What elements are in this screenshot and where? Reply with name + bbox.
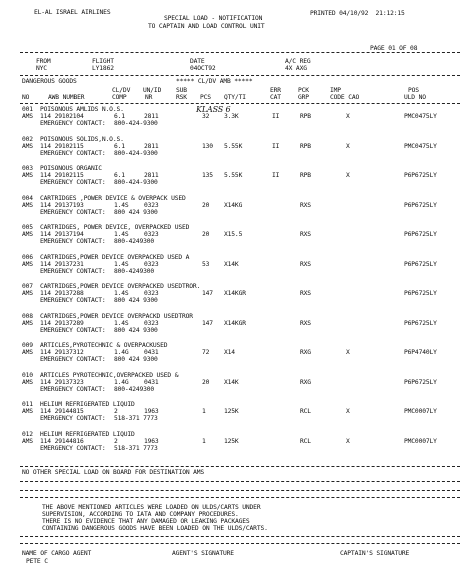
item-awb: 114 29137194 — [40, 231, 84, 238]
item-description-row — [0, 431, 472, 438]
item-cl: 1.4G — [114, 378, 129, 386]
item-uld: PMC0475LY — [404, 113, 437, 120]
col-head: AWB NUMBER — [48, 94, 85, 101]
item-awb: 114 29102115 — [40, 172, 84, 179]
item-cao: X — [346, 349, 350, 356]
item-qty: 125K — [224, 437, 239, 445]
from-label: FROM — [36, 58, 51, 65]
divider — [20, 536, 460, 537]
item-cl: 1.4S — [114, 290, 129, 297]
handwritten-annotation: KLASS 6 — [196, 105, 231, 114]
item-number: 001 — [22, 106, 33, 113]
item-description: CARTRIDGES,POWER DEVICE OVERPACKED USEDTROR. — [40, 283, 201, 290]
flight-date: 04OCT92 — [190, 65, 216, 72]
item-description-row — [0, 313, 472, 320]
item-grp: RXS — [300, 290, 311, 297]
col-head: UN/ID — [143, 87, 162, 94]
item-detail-row — [0, 172, 472, 179]
item-description: CARTRIDGES ,POWER DEVICE & OVERPACK USED — [40, 194, 186, 202]
column-header-row-1 — [0, 87, 472, 94]
document-subtitle: TO CAPTAIN AND LOAD CONTROL UNIT — [148, 23, 265, 30]
col-head: QTY/TI — [224, 94, 246, 101]
item-uld: P6P6725LY — [404, 290, 437, 297]
item-number: 009 — [22, 342, 33, 349]
statement-line: THERE IS NO EVIDENCE THAT ANY DAMAGED OR LEAKING PACKAGES — [42, 518, 250, 525]
item-cl: 6.1 — [114, 172, 125, 179]
item-awb: 114 29102115 — [40, 142, 84, 150]
item-stn: AMS — [22, 172, 33, 179]
item-grp: RPB — [300, 113, 311, 120]
col-head: NO — [22, 94, 30, 101]
item-grp: RXG — [300, 349, 311, 356]
item-description-row — [0, 106, 472, 113]
item-pcs: 130 — [202, 142, 213, 150]
item-description: POISONOUS ORGANIC — [40, 165, 102, 172]
item-number: 003 — [22, 165, 33, 172]
item-qty: 5.55K — [224, 142, 243, 150]
airline-name: EL-AL ISRAEL AIRLINES — [34, 9, 111, 16]
emergency-contact-label: EMERGENCY CONTACT: — [40, 120, 106, 127]
emergency-contact-row — [0, 238, 472, 245]
item-grp: RPB — [300, 142, 311, 150]
emergency-contact-number: 800-4249300 — [114, 238, 155, 245]
item-description-row — [0, 195, 472, 202]
item-un: 0323 — [144, 290, 159, 297]
emergency-contact-number: 800 424 9300 — [114, 326, 158, 334]
col-head: ULD NO — [404, 94, 426, 101]
col-head: ERR — [270, 87, 281, 94]
item-description: CARTRIDGES,POWER DEVICE OVERPACKED USED A — [40, 253, 190, 261]
emergency-contact-row — [0, 209, 472, 216]
item-pcs: 147 — [202, 319, 213, 327]
item-number: 012 — [22, 430, 33, 438]
cargo-agent-name-label: NAME OF CARGO AGENT — [22, 550, 92, 557]
item-grp: RCL — [300, 408, 311, 415]
emergency-contact-label: EMERGENCY CONTACT: — [40, 326, 106, 334]
item-stn: AMS — [22, 319, 33, 327]
item-qty: X14KGR — [224, 290, 246, 297]
item-number: 008 — [22, 312, 33, 320]
item-cao: X — [346, 172, 350, 179]
captain-signature-label: CAPTAIN'S SIGNATURE — [340, 550, 410, 557]
item-qty: X15.5 — [224, 231, 243, 238]
item-un: 1963 — [144, 408, 159, 415]
item-un: 2811 — [144, 172, 159, 179]
emergency-contact-number: 800 424 9300 — [114, 297, 158, 304]
item-number: 011 — [22, 401, 33, 408]
emergency-contact-row — [0, 297, 472, 304]
emergency-contact-row — [0, 356, 472, 363]
aircraft-reg: 4X AXG — [285, 65, 307, 72]
item-grp: RCL — [300, 437, 311, 445]
divider — [20, 75, 460, 76]
emergency-contact-row — [0, 445, 472, 452]
item-number: 005 — [22, 224, 33, 231]
item-un: 0323 — [144, 231, 159, 238]
item-pcs: 1 — [202, 408, 206, 415]
item-description-row — [0, 254, 472, 261]
emergency-contact-label: EMERGENCY CONTACT: — [40, 297, 106, 304]
item-cl: 1.4S — [114, 201, 129, 209]
emergency-contact-number: 800-424-9300 — [114, 120, 158, 127]
item-un: 0431 — [144, 378, 159, 386]
item-qty: X14KGR — [224, 319, 246, 327]
item-cl: 1.4S — [114, 231, 129, 238]
item-number: 004 — [22, 194, 33, 202]
item-pcs: 20 — [202, 378, 210, 386]
item-grp: RXS — [300, 260, 311, 268]
item-qty: X14 — [224, 349, 235, 356]
item-description: CARTRIDGES, POWER DEVICE, OVERPACKED USED — [40, 224, 190, 231]
item-detail-row — [0, 349, 472, 356]
item-description: CARTRIDGES,POWER DEVICE OVERPACKD USEDTROR — [40, 312, 193, 320]
item-un: 0431 — [144, 349, 159, 356]
item-description: ARTICLES,PYROTECHNIC & OVERPACKUSED — [40, 342, 168, 349]
item-awb: 114 29144815 — [40, 408, 84, 415]
emergency-contact-label: EMERGENCY CONTACT: — [40, 208, 106, 216]
item-un: 2811 — [144, 142, 159, 150]
item-qty: 3.3K — [224, 113, 239, 120]
item-uld: P6P6725LY — [404, 201, 437, 209]
item-pcs: 20 — [202, 231, 210, 238]
item-qty: X14K — [224, 260, 239, 268]
divider — [20, 466, 460, 467]
item-uld: P6P6725LY — [404, 260, 437, 268]
item-uld: P6P6725LY — [404, 378, 437, 386]
aircraft-reg-label: A/C REG — [285, 58, 311, 65]
item-cl: 2 — [114, 437, 118, 445]
item-cao: X — [346, 408, 350, 415]
item-stn: AMS — [22, 201, 33, 209]
item-stn: AMS — [22, 231, 33, 238]
divider — [20, 103, 460, 104]
item-un: 0323 — [144, 201, 159, 209]
statement-line: CONTAINING DANGEROUS GOODS HAVE BEEN LOADED ON THE ULDS/CARTS. — [42, 525, 268, 532]
item-uld: PMC0007LY — [404, 437, 437, 445]
item-detail-row — [0, 379, 472, 386]
item-description: HELIUM REFRIGERATED LIQUID — [40, 401, 135, 408]
col-head: CL/DV — [112, 87, 131, 94]
item-pcs: 20 — [202, 201, 210, 209]
emergency-contact-label: EMERGENCY CONTACT: — [40, 415, 106, 422]
item-awb: 114 29137312 — [40, 349, 84, 356]
document-title: SPECIAL LOAD - NOTIFICATION — [164, 15, 263, 22]
item-cao: X — [346, 437, 350, 445]
item-cao: X — [346, 142, 350, 150]
item-description-row — [0, 136, 472, 143]
emergency-contact-label: EMERGENCY CONTACT: — [40, 385, 106, 393]
col-head: POS — [408, 87, 419, 94]
col-head: SUB — [176, 87, 187, 94]
item-description: POISONOUS SOLIDS,N.O.S. — [40, 135, 124, 143]
item-uld: P6P6725LY — [404, 172, 437, 179]
item-uld: P6P6725LY — [404, 319, 437, 327]
page-number: PAGE 01 OF 08 — [370, 45, 418, 52]
item-cl: 2 — [114, 408, 118, 415]
item-pcs: 135 — [202, 172, 213, 179]
statement-line: SUPERVISION, ACCORDING TO IATA AND COMPANY PROCEDURES. — [42, 511, 239, 518]
item-detail-row — [0, 290, 472, 297]
item-description-row — [0, 342, 472, 349]
column-header-row-2 — [0, 94, 472, 101]
emergency-contact-label: EMERGENCY CONTACT: — [40, 238, 106, 245]
flight-label: FLIGHT — [92, 58, 114, 65]
emergency-contact-number: 800-424-9300 — [114, 149, 158, 157]
item-un: 0323 — [144, 319, 159, 327]
divider — [20, 481, 460, 482]
item-pcs: 147 — [202, 290, 213, 297]
item-detail-row — [0, 261, 472, 268]
date-label: DATE — [190, 58, 205, 65]
item-stn: AMS — [22, 113, 33, 120]
item-number: 006 — [22, 253, 33, 261]
item-cat: II — [272, 172, 280, 179]
item-detail-row — [0, 438, 472, 445]
item-pcs: 32 — [202, 113, 210, 120]
item-detail-row — [0, 202, 472, 209]
item-stn: AMS — [22, 378, 33, 386]
emergency-contact-number: 800 424 9300 — [114, 208, 158, 216]
item-uld: P6P4740LY — [404, 349, 437, 356]
station-value: NYC — [36, 65, 47, 72]
emergency-contact-label: EMERGENCY CONTACT: — [40, 179, 106, 186]
emergency-contact-number: 800-4249300 — [114, 267, 155, 275]
emergency-contact-row — [0, 327, 472, 334]
flight-number: LY1862 — [92, 65, 114, 72]
class-banner: ***** CL/DV AMB ***** — [176, 78, 253, 85]
item-un: 1963 — [144, 437, 159, 445]
col-head: IMP — [330, 87, 341, 94]
item-cl: 1.4S — [114, 260, 129, 268]
item-detail-row — [0, 408, 472, 415]
item-detail-row — [0, 320, 472, 327]
item-uld: PMC0007LY — [404, 408, 437, 415]
divider — [20, 490, 460, 491]
divider — [20, 543, 460, 544]
col-head: CODE CAO — [330, 94, 360, 101]
cargo-agent-name: PETE C — [26, 558, 48, 565]
item-awb: 114 29137323 — [40, 378, 84, 386]
item-stn: AMS — [22, 142, 33, 150]
item-qty: X14K — [224, 378, 239, 386]
item-awb: 114 29137231 — [40, 260, 84, 268]
item-description-row — [0, 224, 472, 231]
item-stn: AMS — [22, 260, 33, 268]
item-number: 002 — [22, 135, 33, 143]
agent-signature-label: AGENT'S SIGNATURE — [172, 550, 234, 557]
item-uld: PMC0475LY — [404, 142, 437, 150]
item-awb: 114 29144816 — [40, 437, 84, 445]
item-grp: RXG — [300, 378, 311, 386]
emergency-contact-row — [0, 415, 472, 422]
item-description: POISONOUS AMLIDS N.O.S. — [40, 106, 124, 113]
item-pcs: 53 — [202, 260, 210, 268]
item-stn: AMS — [22, 349, 33, 356]
emergency-contact-number: 518-371 7773 — [114, 415, 158, 422]
item-description: HELIUM REFRIGERATED LIQUID — [40, 430, 135, 438]
item-detail-row — [0, 113, 472, 120]
item-detail-row — [0, 231, 472, 238]
col-head: RSK — [176, 94, 187, 101]
emergency-contact-label: EMERGENCY CONTACT: — [40, 267, 106, 275]
emergency-contact-row — [0, 386, 472, 393]
item-cl: 6.1 — [114, 113, 125, 120]
item-stn: AMS — [22, 290, 33, 297]
item-qty: 125K — [224, 408, 239, 415]
item-awb: 114 29137288 — [40, 290, 84, 297]
item-stn: AMS — [22, 437, 33, 445]
emergency-contact-row — [0, 120, 472, 127]
emergency-contact-row — [0, 268, 472, 275]
col-head: NR — [145, 94, 153, 101]
item-grp: RXS — [300, 201, 311, 209]
item-cat: II — [272, 142, 280, 150]
section-title: DANGEROUS GOODS — [22, 78, 77, 85]
emergency-contact-row — [0, 179, 472, 186]
item-un: 0323 — [144, 260, 159, 268]
col-head: CAT — [270, 94, 281, 101]
divider — [20, 52, 460, 53]
item-cat: II — [272, 113, 280, 120]
emergency-contact-number: 800-424-9300 — [114, 179, 158, 186]
no-other-load-note: NO OTHER SPECIAL LOAD ON BOARD FOR DESTINATION AMS — [22, 469, 205, 476]
item-pcs: 1 — [202, 437, 206, 445]
item-description-row — [0, 283, 472, 290]
item-grp: RXS — [300, 231, 311, 238]
item-detail-row — [0, 143, 472, 150]
col-head: PCK — [298, 87, 309, 94]
item-stn: AMS — [22, 408, 33, 415]
item-qty: 5.55K — [224, 172, 243, 179]
item-grp: RXS — [300, 319, 311, 327]
item-cl: 1.4S — [114, 319, 129, 327]
col-head: COMP — [112, 94, 127, 101]
item-cao: X — [346, 113, 350, 120]
col-head: GRP — [298, 94, 309, 101]
emergency-contact-number: 518-371 7773 — [114, 444, 158, 452]
item-qty: X14KG — [224, 201, 243, 209]
item-cl: 1.4G — [114, 349, 129, 356]
item-grp: RPB — [300, 172, 311, 179]
item-number: 010 — [22, 371, 33, 379]
emergency-contact-row — [0, 150, 472, 157]
item-un: 2811 — [144, 113, 159, 120]
item-description: ARTICLES PYROTECHNIC,OVERPACKED USED & — [40, 371, 179, 379]
divider — [20, 497, 460, 498]
emergency-contact-label: EMERGENCY CONTACT: — [40, 149, 106, 157]
item-pcs: 72 — [202, 349, 210, 356]
item-uld: P6P6725LY — [404, 231, 437, 238]
emergency-contact-number: 800 424 9300 — [114, 356, 158, 363]
item-description-row — [0, 372, 472, 379]
item-number: 007 — [22, 283, 33, 290]
item-description-row — [0, 401, 472, 408]
item-awb: 114 29137193 — [40, 201, 84, 209]
emergency-contact-number: 800-4249300 — [114, 385, 155, 393]
item-awb: 114 29102104 — [40, 113, 84, 120]
item-cl: 6.1 — [114, 142, 125, 150]
emergency-contact-label: EMERGENCY CONTACT: — [40, 444, 106, 452]
item-description-row — [0, 165, 472, 172]
statement-line: THE ABOVE MENTIONED ARTICLES WERE LOADED ON ULDS/CARTS UNDER — [42, 504, 261, 511]
printed-timestamp: PRINTED 04/10/92 21:12:15 — [310, 10, 405, 17]
col-head: PCS — [200, 94, 211, 101]
emergency-contact-label: EMERGENCY CONTACT: — [40, 356, 106, 363]
item-awb: 114 29137289 — [40, 319, 84, 327]
